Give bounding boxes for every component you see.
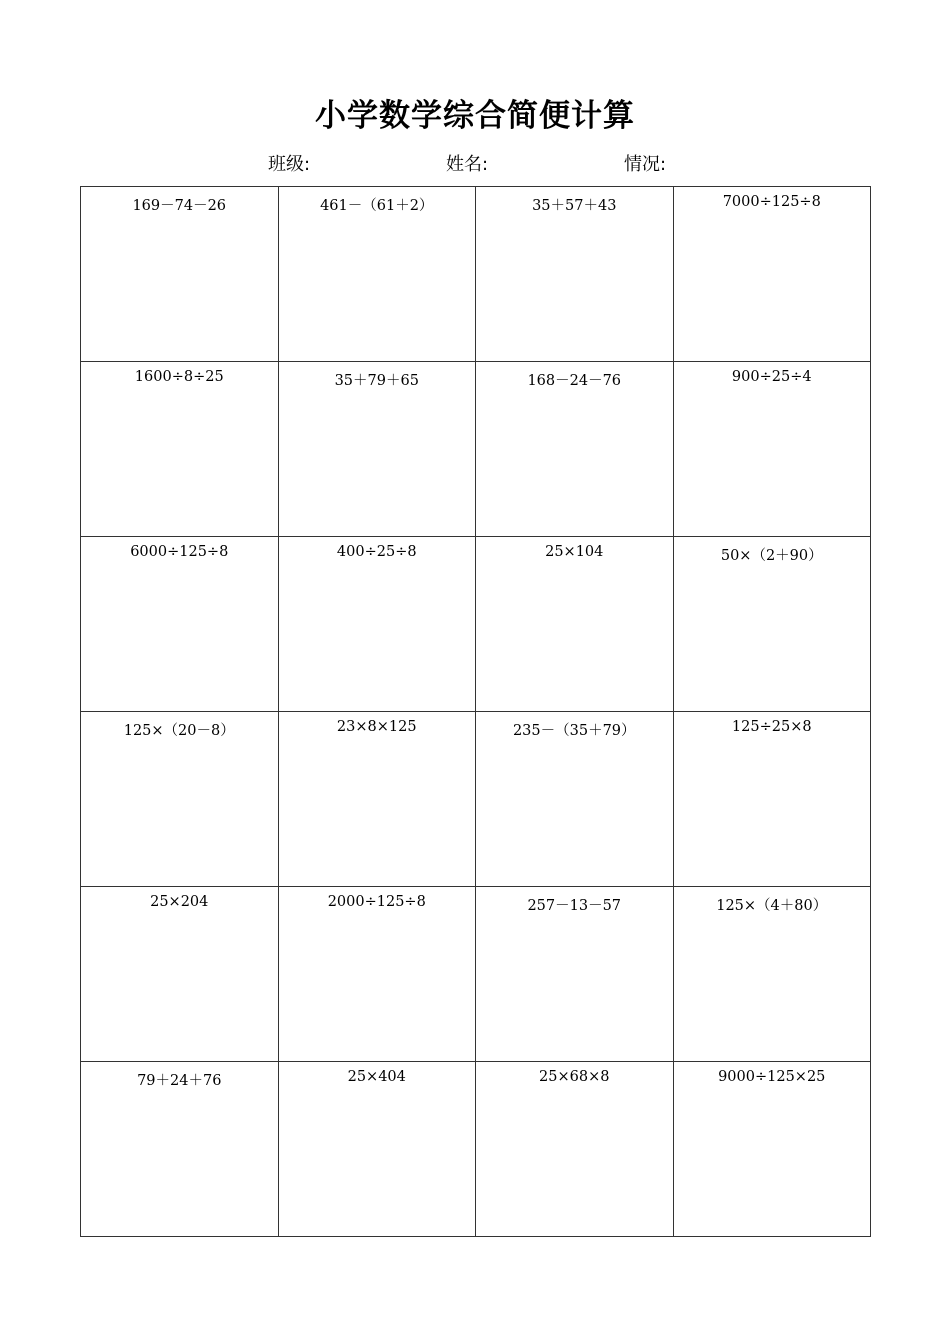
problem-row [81,712,871,887]
problem-cell[interactable] [278,537,476,712]
problem-cell[interactable] [278,362,476,537]
problem-expression: 7000÷125÷8 [722,194,821,210]
problem-expression: 25×104 [545,544,604,560]
problem-cell[interactable] [81,712,279,887]
problem-row [81,887,871,1062]
problem-cell[interactable] [673,1062,871,1237]
problem-cell[interactable] [476,537,674,712]
problem-expression: 235－（35＋79） [512,723,636,739]
problem-expression: 400÷25÷8 [336,544,417,560]
problem-cell[interactable] [278,1062,476,1237]
problem-expression: 25×204 [150,894,209,910]
problem-cell[interactable] [673,537,871,712]
problem-grid [80,186,871,1237]
problem-cell[interactable] [673,362,871,537]
problem-expression: 125÷25×8 [731,719,812,735]
problem-expression: 461－（61＋2） [320,198,434,214]
problem-cell[interactable] [278,712,476,887]
problem-expression: 2000÷125÷8 [327,894,426,910]
problem-cell[interactable] [81,187,279,362]
problem-expression: 25×404 [347,1069,406,1085]
name-label: 姓名: [446,154,489,175]
problem-expression: 125×（20－8） [123,723,235,739]
problem-cell[interactable] [476,362,674,537]
problem-expression: 257－13－57 [527,898,622,914]
problem-cell[interactable] [673,187,871,362]
problem-expression: 6000÷125÷8 [130,544,229,560]
problem-cell[interactable] [81,537,279,712]
problem-cell[interactable] [81,362,279,537]
problem-cell[interactable] [476,712,674,887]
problem-expression: 9000÷125×25 [718,1069,826,1085]
status-label: 情况: [624,154,667,175]
problem-expression: 1600÷8÷25 [134,369,224,385]
problem-row [81,362,871,537]
problem-row [81,537,871,712]
problem-expression: 50×（2＋90） [720,548,823,564]
problem-row [81,187,871,362]
problem-cell[interactable] [278,187,476,362]
problem-expression: 900÷25÷4 [731,369,812,385]
worksheet-title: 小学数学综合简便计算 [315,98,635,134]
problem-cell[interactable] [81,887,279,1062]
problem-cell[interactable] [476,887,674,1062]
problem-row [81,1062,871,1237]
problem-cell[interactable] [476,1062,674,1237]
problem-cell[interactable] [673,712,871,887]
problem-expression: 35＋79＋65 [334,373,419,389]
problem-expression: 168－24－76 [527,373,622,389]
problem-cell[interactable] [673,887,871,1062]
problem-cell[interactable] [476,187,674,362]
problem-expression: 25×68×8 [539,1069,610,1085]
problem-expression: 169－74－26 [132,198,227,214]
problem-expression: 35＋57＋43 [532,198,617,214]
problem-cell[interactable] [278,887,476,1062]
problem-expression: 79＋24＋76 [137,1073,222,1089]
problem-cell[interactable] [81,1062,279,1237]
class-label: 班级: [268,154,311,175]
problem-expression: 23×8×125 [336,719,417,735]
problem-expression: 125×（4＋80） [716,898,828,914]
